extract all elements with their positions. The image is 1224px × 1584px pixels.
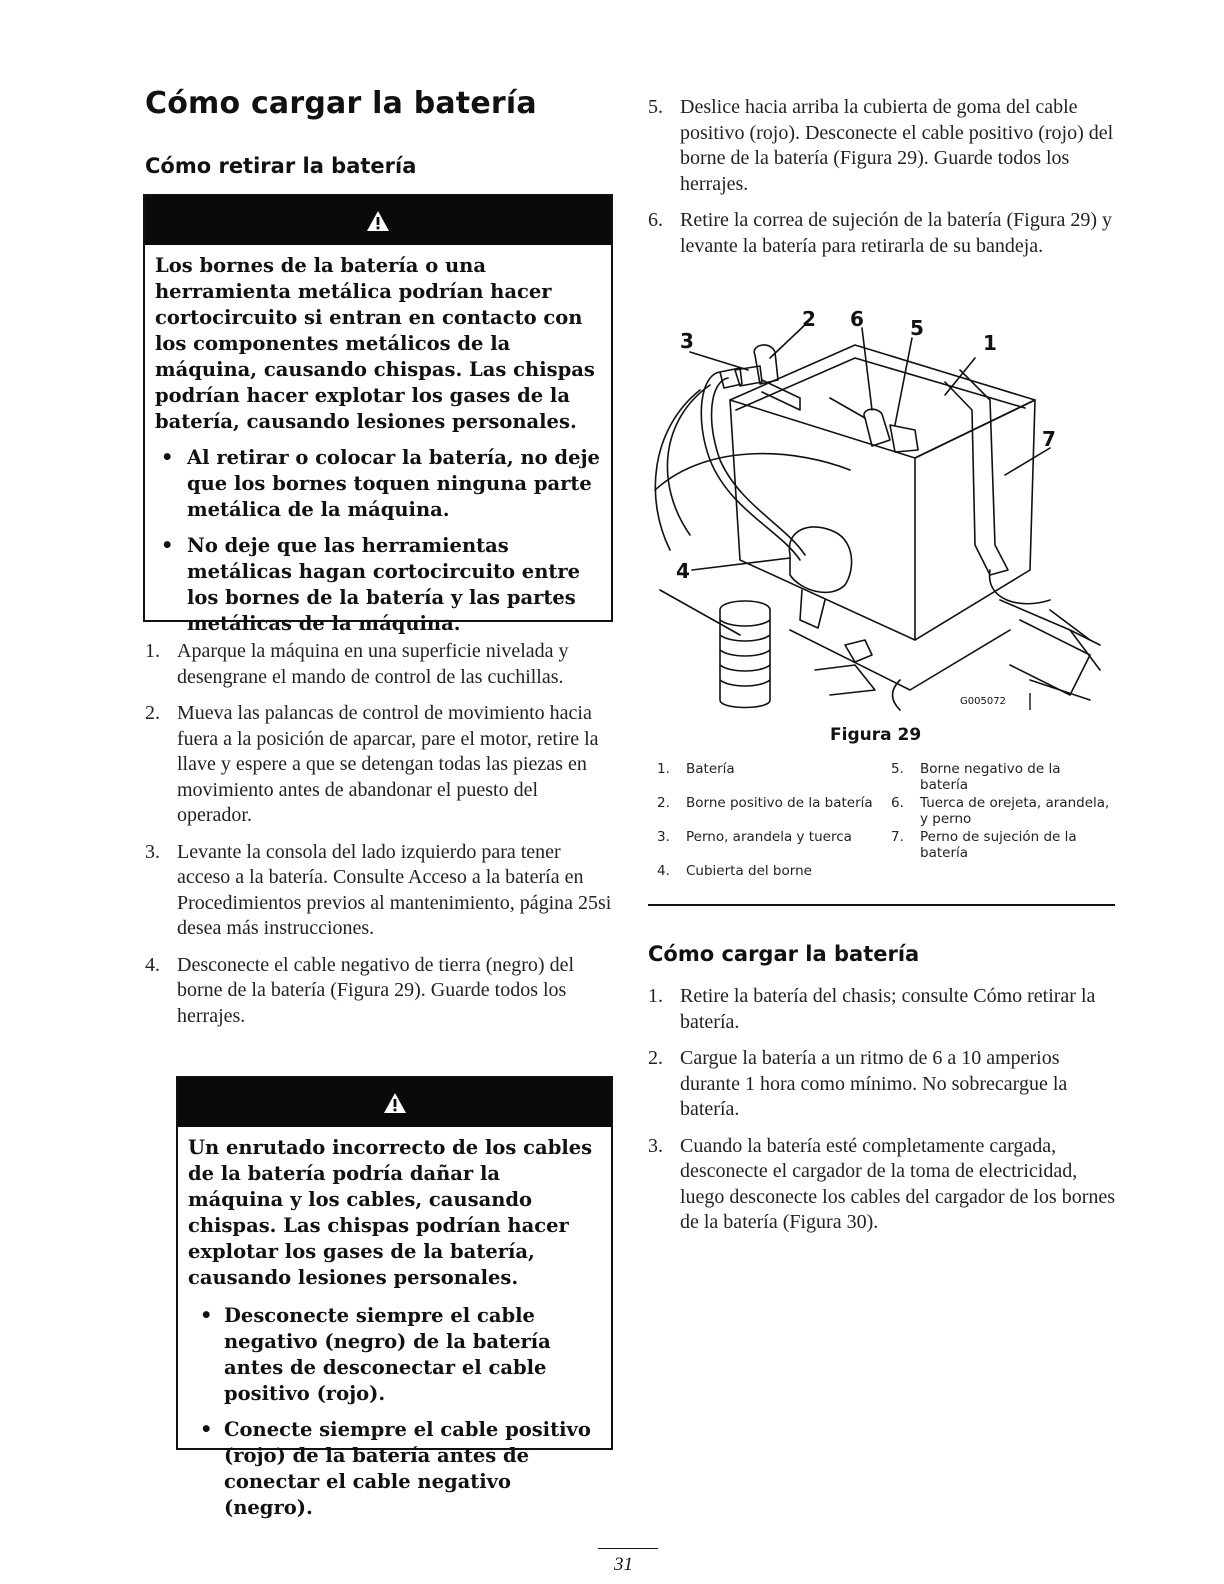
- list-item: 1. Aparque la máquina en una superficie nivelada y desengrane el mando de control de las cuchillas.: [145, 640, 569, 688]
- figure-code: G005072: [960, 696, 1006, 707]
- warning-text: Un enrutado incorrecto de los cables de la batería podría dañar la máquina y los cables, causando chispas. Las chispas podrían hacer explotar los gases de la batería, causando lesiones personales.: [188, 1136, 593, 1289]
- warning-header-bar: [145, 196, 611, 245]
- warning-bullet-list: [188, 1303, 601, 1521]
- warning-bullet: • Desconecte siempre el cable negativo (negro) de la batería antes de desconectar el cable positivo (rojo).: [200, 1304, 551, 1405]
- warning-bullet: • Al retirar o colocar la batería, no deje que los bornes toquen ninguna parte metálica de la máquina.: [161, 446, 600, 521]
- list-item: 2. Mueva las palancas de control de movimiento hacia fuera a la posición de aparcar, pare el motor, retire la llave y espere a que se detengan todas las piezas en movimiento antes de abandonar el puesto del operador.: [145, 702, 599, 826]
- warning-header-bar: [178, 1078, 611, 1127]
- warning-bullet-list: [155, 445, 601, 637]
- list-item: 2. Cargue la batería a un ritmo de 6 a 10 amperios durante 1 hora como mínimo. No sobrecargue la batería.: [648, 1047, 1068, 1120]
- battery-illustration: [650, 300, 1112, 720]
- callout-1: 1: [983, 331, 997, 355]
- callout-6: 6: [850, 307, 864, 331]
- page-number-rule: [598, 1548, 658, 1549]
- list-item: 3. Levante la consola del lado izquierdo para tener acceso a la batería. Consulte Acceso a la batería en Procedimientos previos al mantenimiento, página 25si desea más instrucciones.: [145, 840, 612, 939]
- list-item: 3. Cuando la batería esté completamente cargada, desconecte el cargador de la toma de electricidad, luego desconecte los cables del cargador de los bornes de la batería (Figura 30).: [648, 1134, 1116, 1233]
- callout-2: 2: [802, 307, 816, 331]
- warning-text: Los bornes de la batería o una herramienta metálica podrían hacer cortocircuito si entran en contacto con los componentes metálicos de la máquina, causando chispas. Las chispas podrían hacer explotar los gases de la batería, causando lesiones personales.: [155, 254, 595, 433]
- list-item: 1. Retire la batería del chasis; consulte Cómo retirar la batería.: [648, 985, 1096, 1033]
- remove-steps-list-continued: [648, 95, 1118, 270]
- callout-7: 7: [1042, 427, 1056, 451]
- remove-steps-list: [145, 639, 615, 1040]
- warning-bullet: • No deje que las herramientas metálicas hagan cortocircuito entre los bornes de la batería y las partes metálicas de la máquina.: [161, 534, 581, 635]
- callout-3: 3: [680, 329, 694, 353]
- callout-4: 4: [676, 559, 690, 583]
- warning-triangle-icon: [366, 210, 390, 232]
- list-item: 4. Desconecte el cable negativo de tierra (negro) del borne de la batería (Figura 29). Guarde todos los herrajes.: [145, 953, 575, 1027]
- figure-caption: Figura 29: [830, 725, 922, 745]
- callout-5: 5: [910, 316, 924, 340]
- section-heading-charge: Cómo cargar la batería: [648, 942, 920, 966]
- section-divider: [648, 904, 1115, 906]
- page-number: 31: [614, 1554, 633, 1575]
- warning-box-short-circuit: [143, 194, 613, 635]
- list-item: 5. Deslice hacia arriba la cubierta de goma del cable positivo (rojo). Desconecte el cable positivo (rojo) del borne de la batería (Figura 29). Guarde todos los herrajes.: [648, 96, 1114, 195]
- warning-box-cable-routing: [176, 1076, 613, 1519]
- warning-triangle-icon: [383, 1092, 407, 1114]
- page-title: Cómo cargar la batería: [145, 86, 537, 121]
- charge-steps-list: [648, 984, 1118, 1247]
- warning-bullet: • Conecte siempre el cable positivo (rojo) de la batería antes de conectar el cable negativo (negro).: [200, 1418, 591, 1519]
- section-heading-remove: Cómo retirar la batería: [145, 154, 417, 178]
- list-item: 6. Retire la correa de sujeción de la batería (Figura 29) y levante la batería para retirarla de su bandeja.: [648, 209, 1113, 257]
